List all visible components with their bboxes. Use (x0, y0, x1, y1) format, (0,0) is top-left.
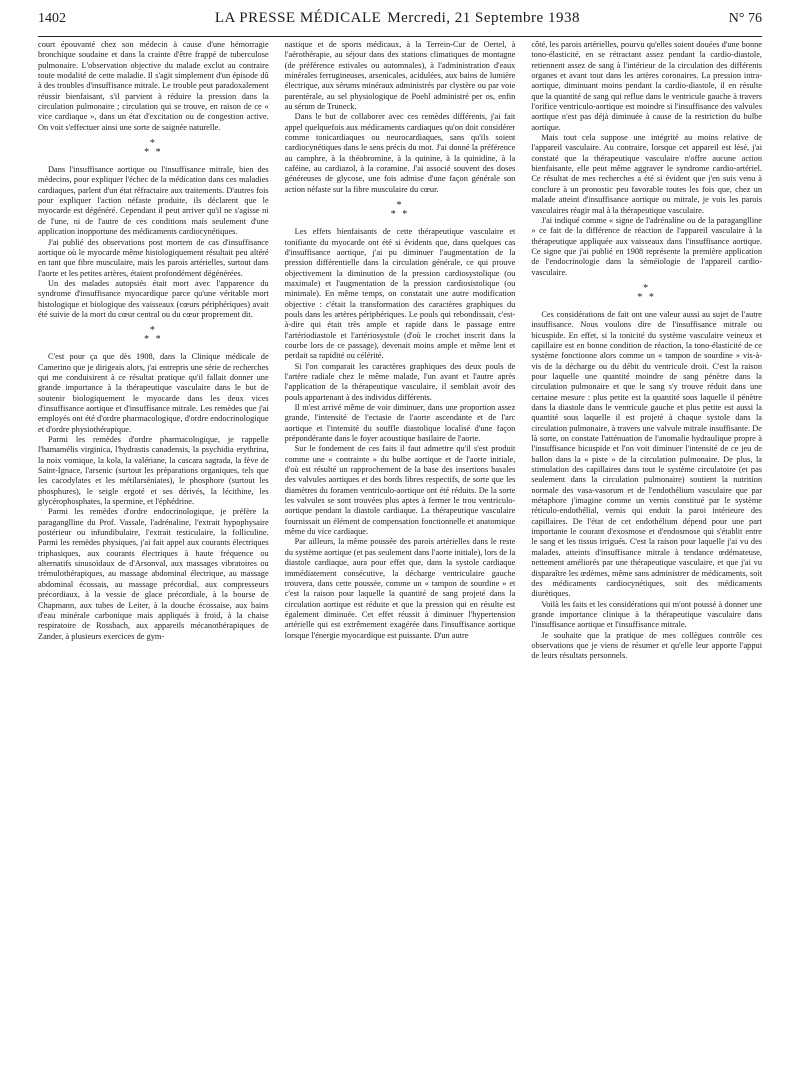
page-number: 1402 (38, 11, 66, 26)
running-header (38, 10, 762, 37)
paragraph: Mais tout cela suppose une intégrité au moins relative de l'appareil vasculaire. Au contraire, lorsque cet appareil est lésé, j'ai constaté que la thérapeutique vasculaire n'offre aucune action bienfaisante, elle peut même aggraver le syndrome cardio-artériel. Ce résultat de mes recherches a été si évident que j'en suis venu à conclure à un pronostic peu favorable toutes les fois que, chez un malade atteint d'insuffisance aortique ou mitrale, je vois les parois vasculaires réagir mal à la thérapeutique vasculaire. (531, 133, 763, 215)
paragraph: Par ailleurs, la même poussée des parois artérielles dans le reste du système aortique (et pas seulement dans l'aorte initiale), lors de la diastole cardiaque, aura pour effet que, dans la systole cardiaque immédiatement consécutive, la décharge ventriculaire gauche trouvera, dans cette poussée, comme un « tampon de sourdine » et c'est la raison pour laquelle la quantité de sang projeté dans la circulation aortique est réduite et que la pression qui en résulte est également diminuée. Cet effet réussit à diminuer l'hypertension artérielle qui est extrêmement exagérée dans l'insuffisance aortique lorsque l'énergie myocardique est puissante. D'un autre (284, 537, 516, 640)
issue-number: N° 76 (728, 11, 762, 26)
paragraph: Dans le but de collaborer avec ces remèdes différents, j'ai fait appel quelquefois aux médicaments cardiaques qu'on doit considérer comme tonicardiaques ou neurocardiaques, sans qu'ils soient cardiocynétiques dans le sens précis du mot. J'ai donné la préférence au camphre, à la théobromine, à la quinine, à la quinidine, à la caféine, au cardiazol, à la coramine. J'ai associé souvent des doses généreuses de glycose, une fois admise d'une façon générale son action néfaste sur la fibre musculaire du cœur. (284, 112, 516, 194)
column-3 (531, 40, 762, 1076)
paragraph: Un des malades autopsiés était mort avec l'apparence du syndrome d'insuffisance myocardique parce qu'une véritable mort histologique et biologique des vaisseaux (cœurs périphériques) avait été suivie de la mort du cœur central ou du cœur proprement dit. (38, 278, 269, 319)
column-2 (285, 40, 516, 1076)
issue-date: Mercredi, 21 Septembre 1938 (387, 10, 580, 26)
journal-title-line (215, 10, 580, 27)
paragraph: Il m'est arrivé même de voir diminuer, dans une proportion assez grande, l'intensité de l'ectasie de l'aorte ascendante et de l'arc aortique et l'intensité du souffle diastolique localisé d'une façon prépondérante dans le foyer acoustique basilaire de l'aorte. (284, 403, 516, 444)
paragraph: Sur le fondement de ces faits il faut admettre qu'il s'est produit comme une « contrainte » du bulbe aortique et de l'aorte initiale, d'où est résulté un rapprochement de la base des insertions basales des valvules aortiques et des bords libres respectifs, de sorte que les diamètres du foramen ventriculo-aortique ont été réduits. De la sorte les valvules se sont trouvées plus aptes à fermer le trou ventriculo-aortique pendant la diastole cardiaque. La thérapeutique vasculaire fournissait un élément de compensation fonctionnelle et anatomique même du vice cardiaque. (284, 444, 516, 537)
paragraph: Les effets bienfaisants de cette thérapeutique vasculaire et tonifiante du myocarde ont été si évidents que, dans quelques cas d'insuffisance aortique, j'ai pu diminuer l'augmentation de la pression différentielle dans la circulation générale, ce qui prouve objectivement la diminution de la pression cardiosystolique (ou maximale) et l'augmentation de la pression cardiosistolique (ou minimale). En même temps, on constatait une autre modification objective : c'était la transformation des caractères graphiques du pouls dans les artères périphériques. Le pouls qui rebondissait, c'est-à-dire qui était très ample et rapide dans le passage entre l'artériodiastole et l'artériosystole (d'où le crochet inscrit dans la courbe lors de ce passage), devenait moins ample et même lent et perdait sa rapidité ou célérité. (284, 227, 516, 361)
paragraph: Je souhaite que la pratique de mes collègues contrôle ces observations que je viens de résumer et qu'elle leur apporte l'appui de leurs résultats personnels. (531, 630, 763, 661)
paragraph: Parmi les remèdes d'ordre endocrinologique, je préfère la paraganglline du Prof. Vassale, l'adrénaline, l'extrait hypophysaire postérieur ou infundibulaire, l'extrait testiculaire, la folliculine. Parmi les remèdes physiques, j'ai fait appel aux courants électriques triphasiques, aux courants électriques à haute fréquence ou alternatifs sinusoïdaux de d'Arsonval, aux massages vibratoires ou trémulothérapiques, au massage abdominal électrique, au massage abdominal écossais, au massage précordial, aux compresseurs précordiaux, à la vessie de glace précordiale, à la bourse de Chapmann, aux tubes de Leiter, à la douche écossaise, aux bains d'eau minérale carbonique mais appliqués à froid, à la chaise respiratoire de Rossbach, aux appareils mécanothérapiques de Zander, à plusieurs exercices de gym- (38, 507, 269, 641)
section-separator: * * * (144, 138, 163, 159)
paragraph: nastique et de sports médicaux, à la Terrein-Cur de Oertel, à l'aérothérapie, au séjour dans des stations climatiques de montagne (de préférence estivales ou automnales), à l'administration d'eaux minérales ferrugineuses, arsenicales, acidulées, aux bains de lumière électrique, aux sérums minéraux administrés par clystère ou par voie parentérale, au sel physiologique de Poehl administré per os, enfin au sérum de Truneck. (284, 40, 516, 112)
journal-name: LA PRESSE MÉDICALE (214, 10, 382, 26)
article-columns (38, 40, 762, 1076)
paragraph: Voilà les faits et les considérations qui m'ont poussé à donner une grande importance clinique à la thérapeutique vasculaire dans l'insuffisance aortique et l'insuffisance mitrale. (531, 599, 763, 630)
section-separator: * * * (144, 325, 163, 346)
column-1 (38, 40, 269, 1076)
section-separator: * * * (637, 282, 656, 303)
paragraph: J'ai indiqué comme « signe de l'adrénaline ou de la paraganglline » ce fait de la différence de réaction de l'appareil vasculaire à la thérapeutique appliquée aux vaisseaux dans l'insuffisance aortique. Ce signe que j'ai publié en 1908 représente la première application de l'endocrinologie dans la séméiologie de l'appareil cardio-vasculaire. (531, 215, 763, 277)
paragraph: Dans l'insuffisance aortique ou l'insuffisance mitrale, bien des médecins, pour expliquer l'échec de la médication dans ces maladies cardiaques, parlent d'un état réfractaire aux traitements. D'autres fois pour expliquer l'action néfaste produite, ils déclarent que le myocarde est dégénéré. Cependant il peut arriver qu'il ne s'agisse ni de l'une, ni de l'autre de ces conditions mais seulement d'une application inopportune des médicaments cardiocynétiques. (38, 165, 269, 237)
paragraph: C'est pour ça que dès 1908, dans la Clinique médicale de Camerino que je dirigeais alors, j'ai entrepris une série de recherches qui me conduisirent à ce résultat pratique qu'il fallait donner une grande importance à la thérapeutique vasculaire dans le but de soutenir biologiquement le myocarde dans les deux vices d'insuffisance aortique et d'insuffisance mitrale. Les remèdes que j'ai employés ont été d'ordre pharmacologique, d'ordre endocrinologique et d'ordre physiothérapique. (38, 352, 269, 434)
paragraph: J'ai publié des observations post mortem de cas d'insuffisance aortique où le myocarde même histologiquement résultait peu altéré en tant que fibre musculaire, mais les parois artérielles, surtout dans l'aorte et les petites artères, étaient profondément dégénérées. (38, 237, 269, 278)
paragraph: Ces considérations de fait ont une valeur aussi au sujet de l'autre insuffisance. Nous voulons dire de l'insuffisance mitrale ou bicuspide. En effet, si la tonicité du système vasculaire veineux et capillaire est en bonne condition de réaction, la tono-élasticité de ce système fonctionne alors comme un « tampon de sourdine » vis-à-vis de la décharge ou du débit du ventricule droit. C'est la raison pour laquelle une quantité moindre de sang pénètre dans la circulation pulmonaire et que le sang s'y trouve réduit dans une certaine mesure : plus petite est la quantité sous laquelle il pénètre dans la diastole dans le ventricule gauche et plus petite est aussi la quantité sous laquelle il est projeté à chaque systole dans la circulation pulmonaire, à travers une valvule mitrale insuffisante. De là sorte, on constate l'atténuation de l'anomalie hydraulique propre à l'insuffisance bicuspide et l'on voit diminuer l'intensité de ce jeu de ballon dans la « piste » de la circulation pulmonaire. De plus, la stimulation des capillaires dans tout le système circulatoire (et pas seulement dans la circulation pulmonaire) soutient la nutrition normale des vasa-vasorum et de l'endothélium vasculaire que par métaphore j'imagine comme un vernis constitué par le système réticulo-endothélial, vernis qui enduit la paroi intérieure des capillaires. De l'état de cet endothélium dépend pour une part importante le courant d'exosmose et d'endosmose qui s'établit entre le sang et les tissus irrigués. C'est la raison pour laquelle j'ai vu des malades, atteints d'insuffisance mitrale à tendance œdémateuse, nettement améliorés par une thérapeutique vasculaire, et que j'ai vu disparaître les œdèmes, même sans administrer de médicaments, soit des médicaments cardiocynétiques, soit des médicaments diurétiques. (531, 309, 763, 599)
section-separator: * * * (390, 200, 410, 221)
paragraph: Parmi les remèdes d'ordre pharmacologique, je rappelle l'hamamélis virginica, l'hydrastis canadensis, la psychidia erythrina, la noix vomique, la kola, la valériane, la cascara sagrada, la fève de Saint-Ignace, l'arsenic (surtout les préparations organiques, tels que les cacodylates et les métilarséniates), le phosphore (surtout les phosphures), le seigle ergoté et ses dérivés, la lécithine, les glycérophosphates, la spermine, et l'éphédrine. (38, 435, 269, 507)
paragraph: court épouvanté chez son médecin à cause d'une hémorragie bronchique soudaine et dans la crainte d'être frappé de tuberculose pulmonaire. L'observation objective du malade exclut au contraire toute modalité de cette maladie. Il s'agit simplement d'un épisode dû à des troubles d'insuffisance mitrale. Le trouble peut paradoxalement réussir bienfaisant, s'il parvient à réduire la pression dans la circulation pulmonaire ; circulation qui se trouve, en raison de ce « vice cardiaque », dans un état d'excitation ou de congestion active. On voit s'effectuer ainsi une sorte de saignée naturelle. (38, 40, 269, 132)
paragraph: côté, les parois artérielles, pourvu qu'elles soient douées d'une bonne tono-élasticité, en se rétractant assez pendant la cardio-diastole, retiennent assez de sang à l'intérieur de la circulation des différents organes et avant tout dans les artères coronaires. La pression intra-aortique, diminuant moins pendant la cardio-diastole, il en résulte que la quantité de sang qui reflue dans le ventricule gauche à travers l'orifice ventriculo-aortique est moindre si l'insuffisance des valvules aortique n'est pas déjà diminuée à cause de la restriction du bulbe aortique. (531, 40, 763, 132)
paragraph: Si l'on comparait les caractères graphiques des deux pouls de l'artère radiale chez le même malade, l'un avant et l'autre après l'application de la thérapeutique vasculaire, il semblait avoir des pouls appartenant à des individus différents. (284, 361, 516, 402)
